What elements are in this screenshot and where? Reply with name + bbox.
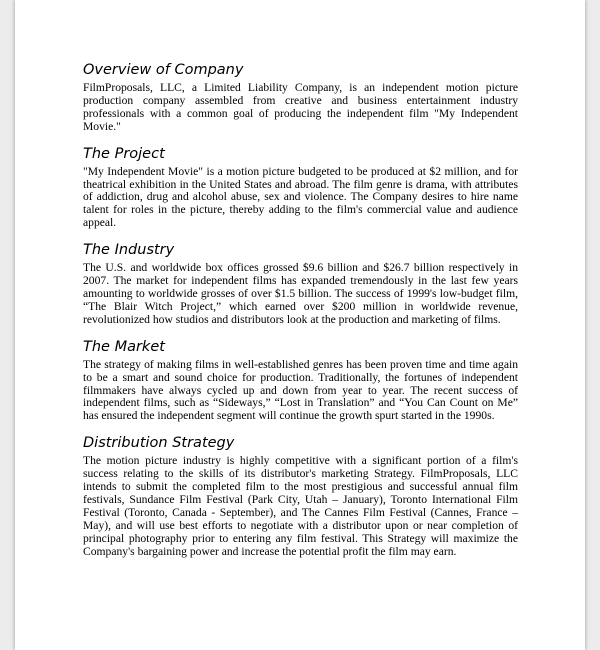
document-page [15, 0, 585, 650]
section-project [83, 144, 518, 231]
section-body-overview: FilmProposals, LLC, a Limited Liability Company, is an independent motion picture production company assembled from creative and business entertainment industry professionals with a common goal of producing the independent film "My Independent Movie." [83, 81, 518, 133]
section-overview [83, 60, 518, 134]
section-heading-market: The Market [83, 338, 165, 355]
document-content [83, 60, 518, 568]
section-distribution [83, 433, 518, 558]
section-heading-distribution: Distribution Strategy [83, 435, 235, 452]
section-market [83, 337, 518, 424]
section-heading-industry: The Industry [83, 242, 175, 259]
section-industry [83, 240, 518, 327]
section-body-distribution: The motion picture industry is highly competitive with a significant portion of a film's success relating to the skills of its distributor's marketing Strategy. FilmProposals, LLC intends to submit the completed film to the most prestigious and successful annual film festivals, Sundance Film Festival (Park City, Utah – January), Toronto International Film Festival (Toronto, Canada - September), and The Cannes Film Festival (Cannes, France – May), and will use best efforts to negotiate with a distributor upon or near completion of principal photography prior to entering any film festival. This Strategy will maximize the Company's bargaining power and increase the potential profit the film may earn. [83, 454, 518, 558]
section-body-project: "My Independent Movie" is a motion picture budgeted to be produced at $2 million, and for theatrical exhibition in the United States and abroad. The film genre is drama, with attributes of addiction, drug and alcohol abuse, sex and violence. The Company desires to hire name talent for roles in the picture, thereby adding to the film's commercial value and audience appeal. [83, 164, 518, 230]
section-heading-project: The Project [83, 145, 165, 162]
section-body-market: The strategy of making films in well-established genres has been proven time and time again to be a smart and sound choice for production. Traditionally, the fortunes of independent filmmakers have always cycled up and down from year to year. The recent success of independent films, such as “Sideways,” “Lost in Translation” and “You Can Count on Me” has ensured the independent segment will continue the growth spurt started in the 1990s. [83, 357, 518, 423]
section-heading-overview: Overview of Company [83, 62, 244, 78]
section-body-industry: The U.S. and worldwide box offices grossed $9.6 billion and $26.7 billion respectively in 2007. The market for independent films has expanded tremendously in the last few years amounting to worldwide grosses of over $1.5 billion. The success of 1999's low-budget film, “The Blair Witch Project,” which earned over $200 million in worldwide revenue, revolutionized how studios and distributors look at the production and marketing of films. [83, 261, 518, 326]
